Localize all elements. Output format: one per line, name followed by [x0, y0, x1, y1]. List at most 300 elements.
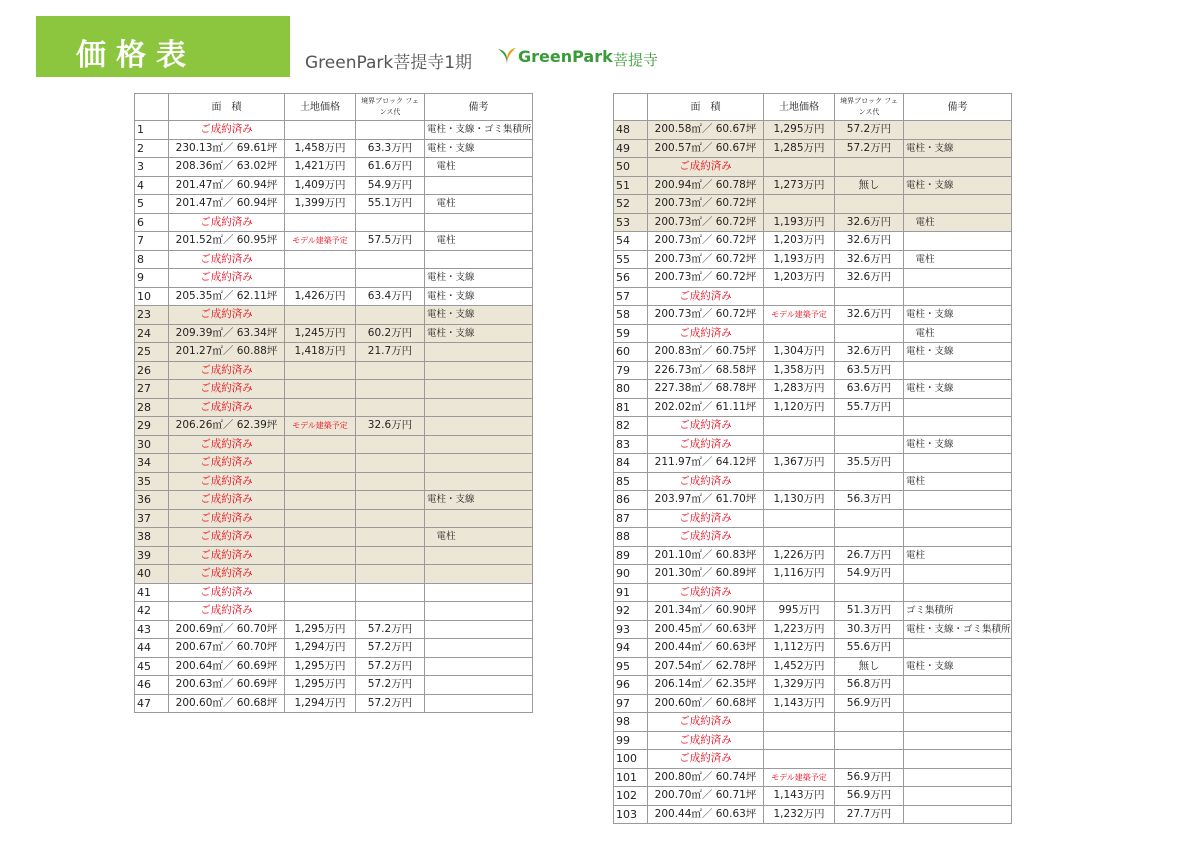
price-cell: 1,294万円: [285, 639, 356, 658]
header-price: 土地価格: [285, 94, 356, 121]
area-cell: 230.13㎡／ 69.61坪: [169, 139, 285, 158]
table-row: [135, 176, 533, 195]
price-cell: [764, 509, 835, 528]
lot-number-cell: 86: [614, 491, 648, 510]
area-cell: ご成約済み: [648, 713, 764, 732]
table-row: [135, 139, 533, 158]
fence-cell: [356, 565, 425, 584]
lot-number-cell: 23: [135, 306, 169, 325]
fence-cell: [835, 324, 904, 343]
note-cell: [904, 805, 1012, 824]
area-cell: 200.73㎡／ 60.72坪: [648, 250, 764, 269]
lot-number-cell: 82: [614, 417, 648, 436]
note-cell: [904, 768, 1012, 787]
area-cell: ご成約済み: [169, 546, 285, 565]
fence-cell: [835, 750, 904, 769]
table-row: [614, 287, 1012, 306]
fence-cell: 無し: [835, 176, 904, 195]
area-cell: ご成約済み: [169, 398, 285, 417]
lot-number-cell: 3: [135, 158, 169, 177]
price-cell: 1,193万円: [764, 250, 835, 269]
lot-number-cell: 54: [614, 232, 648, 251]
table-row: [135, 343, 533, 362]
fence-cell: [356, 380, 425, 399]
note-cell: [425, 176, 533, 195]
price-cell: 1,193万円: [764, 213, 835, 232]
fence-cell: 30.3万円: [835, 620, 904, 639]
note-cell: [425, 435, 533, 454]
note-cell: [904, 565, 1012, 584]
header-area: 面 積: [648, 94, 764, 121]
fence-cell: 54.9万円: [835, 565, 904, 584]
lot-number-cell: 92: [614, 602, 648, 621]
price-cell: 1,223万円: [764, 620, 835, 639]
area-cell: ご成約済み: [648, 472, 764, 491]
fence-cell: [835, 528, 904, 547]
price-cell: [764, 158, 835, 177]
note-cell: 電柱: [904, 324, 1012, 343]
area-cell: 200.73㎡／ 60.72坪: [648, 306, 764, 325]
price-cell: 1,285万円: [764, 139, 835, 158]
price-cell: 1,120万円: [764, 398, 835, 417]
fence-cell: [356, 546, 425, 565]
price-cell: [764, 287, 835, 306]
fence-cell: [356, 491, 425, 510]
price-cell: 1,203万円: [764, 232, 835, 251]
note-cell: ゴミ集積所: [904, 602, 1012, 621]
table-row: [135, 250, 533, 269]
lot-number-cell: 101: [614, 768, 648, 787]
note-cell: 電柱: [904, 250, 1012, 269]
lot-number-cell: 88: [614, 528, 648, 547]
table-row: [614, 324, 1012, 343]
lot-number-cell: 83: [614, 435, 648, 454]
fence-cell: 55.1万円: [356, 195, 425, 214]
lot-number-cell: 90: [614, 565, 648, 584]
price-cell: 1,426万円: [285, 287, 356, 306]
area-cell: ご成約済み: [169, 213, 285, 232]
area-cell: 200.60㎡／ 60.68坪: [648, 694, 764, 713]
price-cell: 1,294万円: [285, 694, 356, 713]
note-cell: 電柱: [904, 213, 1012, 232]
note-cell: 電柱・支線: [904, 306, 1012, 325]
table-row: [135, 583, 533, 602]
lot-number-cell: 60: [614, 343, 648, 362]
note-cell: 電柱・支線: [425, 269, 533, 288]
fence-cell: 57.5万円: [356, 232, 425, 251]
price-cell: [764, 435, 835, 454]
area-cell: 200.60㎡／ 60.68坪: [169, 694, 285, 713]
price-cell: 1,421万円: [285, 158, 356, 177]
lot-number-cell: 50: [614, 158, 648, 177]
table-row: [614, 213, 1012, 232]
price-cell: [285, 602, 356, 621]
fence-cell: [356, 454, 425, 473]
lot-number-cell: 81: [614, 398, 648, 417]
area-cell: ご成約済み: [169, 306, 285, 325]
fence-cell: 56.9万円: [835, 787, 904, 806]
area-cell: 200.94㎡／ 60.78坪: [648, 176, 764, 195]
table-row: [614, 195, 1012, 214]
table-row: [614, 250, 1012, 269]
area-cell: 200.73㎡／ 60.72坪: [648, 232, 764, 251]
fence-cell: 57.2万円: [835, 121, 904, 140]
header-area: 面 積: [169, 94, 285, 121]
area-cell: ご成約済み: [648, 417, 764, 436]
price-cell: [285, 454, 356, 473]
table-row: [614, 158, 1012, 177]
area-cell: 205.35㎡／ 62.11坪: [169, 287, 285, 306]
fence-cell: [835, 435, 904, 454]
area-cell: 200.58㎡／ 60.67坪: [648, 121, 764, 140]
fence-cell: 32.6万円: [835, 269, 904, 288]
area-cell: ご成約済み: [648, 509, 764, 528]
fence-cell: 56.3万円: [835, 491, 904, 510]
lot-number-cell: 27: [135, 380, 169, 399]
area-cell: 201.47㎡／ 60.94坪: [169, 195, 285, 214]
note-cell: [904, 787, 1012, 806]
table-row: [614, 583, 1012, 602]
table-row: [614, 269, 1012, 288]
price-cell: [764, 731, 835, 750]
area-cell: ご成約済み: [648, 287, 764, 306]
lot-number-cell: 28: [135, 398, 169, 417]
area-cell: ご成約済み: [169, 472, 285, 491]
lot-number-cell: 35: [135, 472, 169, 491]
area-cell: 200.73㎡／ 60.72坪: [648, 195, 764, 214]
table-row: [614, 787, 1012, 806]
price-cell: 1,418万円: [285, 343, 356, 362]
table-row: [135, 620, 533, 639]
price-cell: [285, 509, 356, 528]
area-cell: 226.73㎡／ 68.58坪: [648, 361, 764, 380]
area-cell: ご成約済み: [169, 454, 285, 473]
note-cell: 電柱: [904, 472, 1012, 491]
table-row: [135, 269, 533, 288]
note-cell: [904, 713, 1012, 732]
price-cell: モデル建築予定: [764, 306, 835, 325]
area-cell: 200.64㎡／ 60.69坪: [169, 657, 285, 676]
area-cell: 206.14㎡／ 62.35坪: [648, 676, 764, 695]
lot-number-cell: 102: [614, 787, 648, 806]
lot-number-cell: 2: [135, 139, 169, 158]
lot-number-cell: 98: [614, 713, 648, 732]
lot-number-cell: 49: [614, 139, 648, 158]
note-cell: [904, 509, 1012, 528]
lot-number-cell: 36: [135, 491, 169, 510]
lot-number-cell: 43: [135, 620, 169, 639]
fence-cell: [835, 731, 904, 750]
fence-cell: 63.4万円: [356, 287, 425, 306]
table-row: [135, 565, 533, 584]
note-cell: [904, 750, 1012, 769]
area-cell: 201.30㎡／ 60.89坪: [648, 565, 764, 584]
header-note: 備考: [904, 94, 1012, 121]
lot-number-cell: 34: [135, 454, 169, 473]
price-cell: [764, 713, 835, 732]
area-cell: 200.80㎡／ 60.74坪: [648, 768, 764, 787]
lot-number-cell: 55: [614, 250, 648, 269]
fence-cell: [835, 583, 904, 602]
price-cell: モデル建築予定: [285, 232, 356, 251]
price-cell: [285, 269, 356, 288]
fence-cell: 57.2万円: [356, 657, 425, 676]
table-row: [614, 565, 1012, 584]
price-cell: [764, 750, 835, 769]
price-cell: [285, 398, 356, 417]
lot-number-cell: 53: [614, 213, 648, 232]
note-cell: [425, 676, 533, 695]
table-row: [614, 805, 1012, 824]
page-subtitle: GreenPark菩提寺1期: [305, 53, 473, 73]
lot-number-cell: 29: [135, 417, 169, 436]
lot-number-cell: 7: [135, 232, 169, 251]
area-cell: 200.44㎡／ 60.63坪: [648, 805, 764, 824]
lot-number-cell: 84: [614, 454, 648, 473]
fence-cell: 63.5万円: [835, 361, 904, 380]
fence-cell: [356, 361, 425, 380]
lot-number-cell: 59: [614, 324, 648, 343]
area-cell: 201.34㎡／ 60.90坪: [648, 602, 764, 621]
note-cell: 電柱・支線: [904, 176, 1012, 195]
price-table-right: [613, 93, 1012, 824]
fence-cell: 57.2万円: [356, 639, 425, 658]
price-cell: 1,112万円: [764, 639, 835, 658]
price-cell: 1,245万円: [285, 324, 356, 343]
price-cell: [285, 435, 356, 454]
fence-cell: [356, 213, 425, 232]
table-row: [614, 491, 1012, 510]
note-cell: [904, 583, 1012, 602]
fence-cell: [835, 713, 904, 732]
table-header: [135, 94, 533, 121]
price-cell: 1,304万円: [764, 343, 835, 362]
fence-cell: 55.6万円: [835, 639, 904, 658]
fence-cell: 32.6万円: [835, 213, 904, 232]
table-row: [614, 528, 1012, 547]
table-row: [614, 546, 1012, 565]
fence-cell: 56.8万円: [835, 676, 904, 695]
fence-cell: [356, 269, 425, 288]
note-cell: [904, 676, 1012, 695]
area-cell: ご成約済み: [169, 269, 285, 288]
note-cell: [425, 454, 533, 473]
price-cell: [764, 472, 835, 491]
price-cell: [285, 583, 356, 602]
note-cell: 電柱: [425, 195, 533, 214]
area-cell: ご成約済み: [169, 380, 285, 399]
table-row: [135, 454, 533, 473]
fence-cell: 57.2万円: [356, 620, 425, 639]
table-row: [135, 546, 533, 565]
price-cell: 1,203万円: [764, 269, 835, 288]
area-cell: 201.47㎡／ 60.94坪: [169, 176, 285, 195]
lot-number-cell: 44: [135, 639, 169, 658]
note-cell: 電柱・支線: [904, 435, 1012, 454]
leaf-icon: [496, 45, 518, 67]
lot-number-cell: 5: [135, 195, 169, 214]
area-cell: 203.97㎡／ 61.70坪: [648, 491, 764, 510]
area-cell: 209.39㎡／ 63.34坪: [169, 324, 285, 343]
note-cell: [904, 454, 1012, 473]
price-cell: [764, 417, 835, 436]
price-cell: 1,367万円: [764, 454, 835, 473]
lot-number-cell: 8: [135, 250, 169, 269]
price-cell: 1,295万円: [285, 620, 356, 639]
lot-number-cell: 85: [614, 472, 648, 491]
note-cell: [904, 491, 1012, 510]
price-cell: [764, 324, 835, 343]
note-cell: [904, 417, 1012, 436]
note-cell: 電柱: [904, 546, 1012, 565]
lot-number-cell: 25: [135, 343, 169, 362]
area-cell: ご成約済み: [169, 602, 285, 621]
price-cell: 1,358万円: [764, 361, 835, 380]
table-row: [135, 158, 533, 177]
note-cell: [425, 472, 533, 491]
price-cell: 1,409万円: [285, 176, 356, 195]
price-cell: 1,452万円: [764, 657, 835, 676]
fence-cell: 32.6万円: [835, 250, 904, 269]
table-row: [614, 454, 1012, 473]
table-row: [135, 639, 533, 658]
note-cell: 電柱・支線: [425, 306, 533, 325]
fence-cell: 26.7万円: [835, 546, 904, 565]
price-cell: [285, 546, 356, 565]
table-row: [614, 694, 1012, 713]
note-cell: [425, 657, 533, 676]
area-cell: 200.57㎡／ 60.67坪: [648, 139, 764, 158]
price-cell: [285, 250, 356, 269]
note-cell: [425, 398, 533, 417]
lot-number-cell: 57: [614, 287, 648, 306]
lot-number-cell: 100: [614, 750, 648, 769]
table-row: [135, 398, 533, 417]
page-title: 価格表: [76, 38, 196, 73]
note-cell: [904, 195, 1012, 214]
table-row: [614, 676, 1012, 695]
table-row: [614, 232, 1012, 251]
area-cell: ご成約済み: [169, 565, 285, 584]
table-row: [614, 435, 1012, 454]
area-cell: ご成約済み: [648, 583, 764, 602]
fence-cell: [835, 195, 904, 214]
lot-number-cell: 37: [135, 509, 169, 528]
lot-number-cell: 94: [614, 639, 648, 658]
lot-number-cell: 41: [135, 583, 169, 602]
header-fence: 境界ブロック フェンス代: [356, 94, 425, 121]
note-cell: 電柱・支線: [425, 287, 533, 306]
table-row: [614, 713, 1012, 732]
table-row: [614, 176, 1012, 195]
area-cell: 206.26㎡／ 62.39坪: [169, 417, 285, 436]
lot-number-cell: 96: [614, 676, 648, 695]
price-cell: モデル建築予定: [764, 768, 835, 787]
lot-number-cell: 47: [135, 694, 169, 713]
note-cell: 電柱・支線・ゴミ集積所: [425, 121, 533, 140]
lot-number-cell: 1: [135, 121, 169, 140]
note-cell: [425, 250, 533, 269]
table-row: [135, 195, 533, 214]
price-cell: 1,143万円: [764, 694, 835, 713]
fence-cell: [356, 306, 425, 325]
price-cell: [764, 583, 835, 602]
table-row: [135, 435, 533, 454]
logo-location: 菩提寺: [613, 51, 659, 69]
price-cell: 1,116万円: [764, 565, 835, 584]
lot-number-cell: 4: [135, 176, 169, 195]
area-cell: 201.10㎡／ 60.83坪: [648, 546, 764, 565]
note-cell: 電柱・支線: [904, 657, 1012, 676]
fence-cell: [835, 287, 904, 306]
note-cell: [425, 417, 533, 436]
lot-number-cell: 99: [614, 731, 648, 750]
lot-number-cell: 95: [614, 657, 648, 676]
lot-number-cell: 89: [614, 546, 648, 565]
note-cell: [904, 528, 1012, 547]
note-cell: [425, 620, 533, 639]
table-row: [135, 287, 533, 306]
price-cell: 1,295万円: [764, 121, 835, 140]
note-cell: [425, 602, 533, 621]
table-row: [135, 306, 533, 325]
note-cell: 電柱・支線: [425, 324, 533, 343]
table-row: [614, 139, 1012, 158]
price-cell: [285, 380, 356, 399]
note-cell: [425, 343, 533, 362]
lot-number-cell: 93: [614, 620, 648, 639]
fence-cell: 32.6万円: [356, 417, 425, 436]
note-cell: [904, 121, 1012, 140]
note-cell: [904, 361, 1012, 380]
fence-cell: [356, 435, 425, 454]
table-row: [135, 121, 533, 140]
fence-cell: [356, 528, 425, 547]
note-cell: [425, 546, 533, 565]
note-cell: [904, 639, 1012, 658]
table-row: [135, 361, 533, 380]
note-cell: 電柱・支線: [904, 380, 1012, 399]
note-cell: [904, 232, 1012, 251]
fence-cell: 無し: [835, 657, 904, 676]
fence-cell: 57.2万円: [356, 676, 425, 695]
area-cell: ご成約済み: [648, 731, 764, 750]
area-cell: ご成約済み: [169, 491, 285, 510]
area-cell: ご成約済み: [169, 509, 285, 528]
note-cell: 電柱: [425, 528, 533, 547]
table-row: [135, 324, 533, 343]
fence-cell: 63.6万円: [835, 380, 904, 399]
table-row: [614, 121, 1012, 140]
price-cell: 1,273万円: [764, 176, 835, 195]
fence-cell: [356, 472, 425, 491]
area-cell: 227.38㎡／ 68.78坪: [648, 380, 764, 399]
price-cell: [285, 361, 356, 380]
lot-number-cell: 91: [614, 583, 648, 602]
table-row: [135, 676, 533, 695]
table-row: [614, 657, 1012, 676]
fence-cell: 32.6万円: [835, 343, 904, 362]
price-cell: [764, 195, 835, 214]
note-cell: [425, 213, 533, 232]
price-cell: 1,226万円: [764, 546, 835, 565]
table-row: [614, 343, 1012, 362]
area-cell: ご成約済み: [648, 750, 764, 769]
table-row: [614, 639, 1012, 658]
header-note: 備考: [425, 94, 533, 121]
area-cell: 200.67㎡／ 60.70坪: [169, 639, 285, 658]
lot-number-cell: 51: [614, 176, 648, 195]
